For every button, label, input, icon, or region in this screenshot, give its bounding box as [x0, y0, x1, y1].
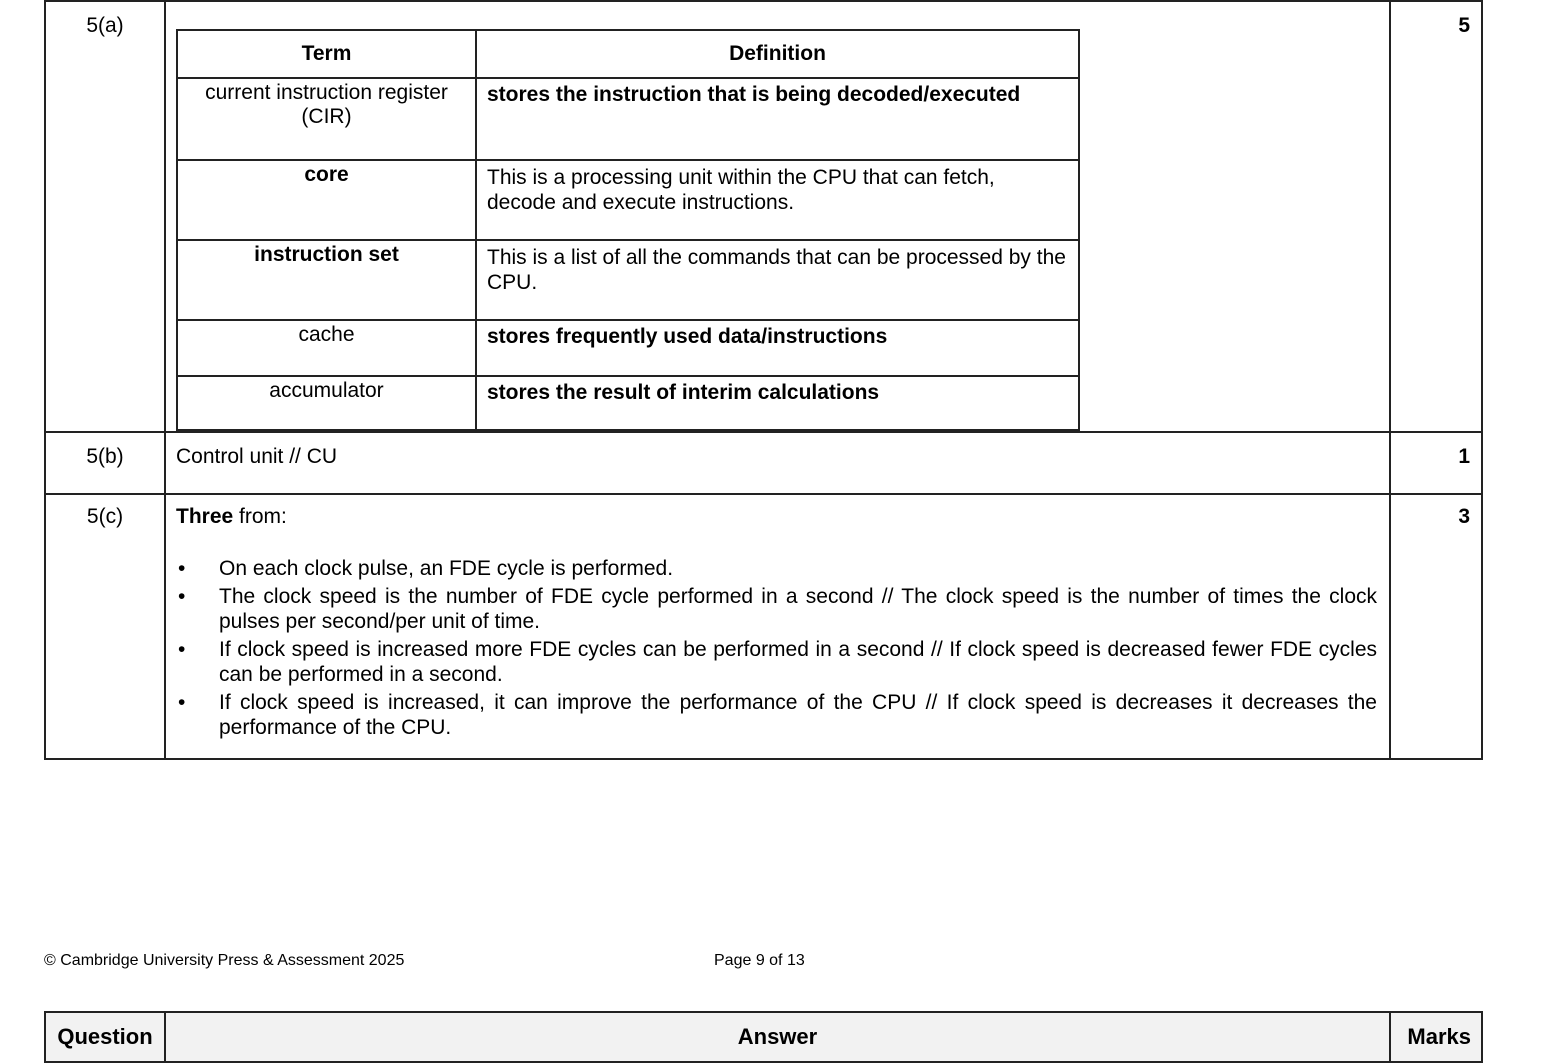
answer-intro [176, 505, 1377, 529]
answer-text: Control unit // CU [176, 445, 338, 468]
bullet-text: If clock speed is increased more FDE cycles can be performed in a second // If clock speed is decreased fewer FDE cycles can be performed in a second. [219, 638, 1377, 686]
mark-scheme-table [44, 0, 1483, 760]
question-row-5a [45, 1, 1482, 432]
intro-bold: Three [176, 505, 234, 528]
question-number: 5(c) [45, 494, 165, 759]
next-page-header [44, 1011, 1483, 1063]
definition-cell: stores frequently used data/instructions [476, 320, 1079, 376]
def-table-header [177, 30, 1079, 78]
bullet-icon: • [178, 638, 186, 661]
term-cell: current instruction register (CIR) [177, 78, 476, 160]
marks-value: 5 [1390, 1, 1482, 432]
definition-cell: This is a processing unit within the CPU that can fetch, decode and execute instructions. [476, 160, 1079, 240]
marks-value: 1 [1390, 432, 1482, 494]
header-marks: Marks [1390, 1012, 1482, 1062]
definition-header: Definition [476, 30, 1079, 78]
list-item [176, 556, 1377, 581]
term-cell: instruction set [177, 240, 476, 320]
term-cell: accumulator [177, 376, 476, 430]
footer-page-number: Page 9 of 13 [714, 952, 805, 969]
header-answer: Answer [165, 1012, 1390, 1062]
question-row-5c [45, 494, 1482, 759]
list-item [176, 690, 1377, 740]
bullet-icon: • [178, 691, 186, 714]
answer-cell [165, 494, 1390, 759]
answer-bullets [176, 556, 1377, 740]
table-row [177, 78, 1079, 160]
footer-copyright: © Cambridge University Press & Assessment 2025 [44, 952, 405, 969]
table-row [177, 320, 1079, 376]
term-definition-table [176, 29, 1080, 431]
term-cell: cache [177, 320, 476, 376]
table-row [177, 160, 1079, 240]
marks-value: 3 [1390, 494, 1482, 759]
definition-cell: This is a list of all the commands that can be processed by the CPU. [476, 240, 1079, 320]
question-row-5b [45, 432, 1482, 494]
question-number: 5(b) [45, 432, 165, 494]
answer-cell [165, 1, 1390, 432]
intro-rest: from: [233, 505, 287, 528]
table-row [177, 240, 1079, 320]
definition-cell: stores the result of interim calculations [476, 376, 1079, 430]
table-row [177, 376, 1079, 430]
bullet-icon: • [178, 557, 186, 580]
question-number: 5(a) [45, 1, 165, 432]
list-item [176, 584, 1377, 634]
bullet-text: The clock speed is the number of FDE cycle performed in a second // The clock speed is the number of times the clock pulses per second/per unit of time. [219, 585, 1377, 633]
answer-cell [165, 432, 1390, 494]
term-cell: core [177, 160, 476, 240]
bullet-icon: • [178, 585, 186, 608]
term-header: Term [177, 30, 476, 78]
bullet-text: On each clock pulse, an FDE cycle is performed. [219, 557, 674, 580]
header-question: Question [45, 1012, 165, 1062]
bullet-text: If clock speed is increased, it can improve the performance of the CPU // If clock speed is decreases it decreases the performance of the CPU. [219, 691, 1377, 739]
definition-cell: stores the instruction that is being decoded/executed [476, 78, 1079, 160]
list-item [176, 637, 1377, 687]
